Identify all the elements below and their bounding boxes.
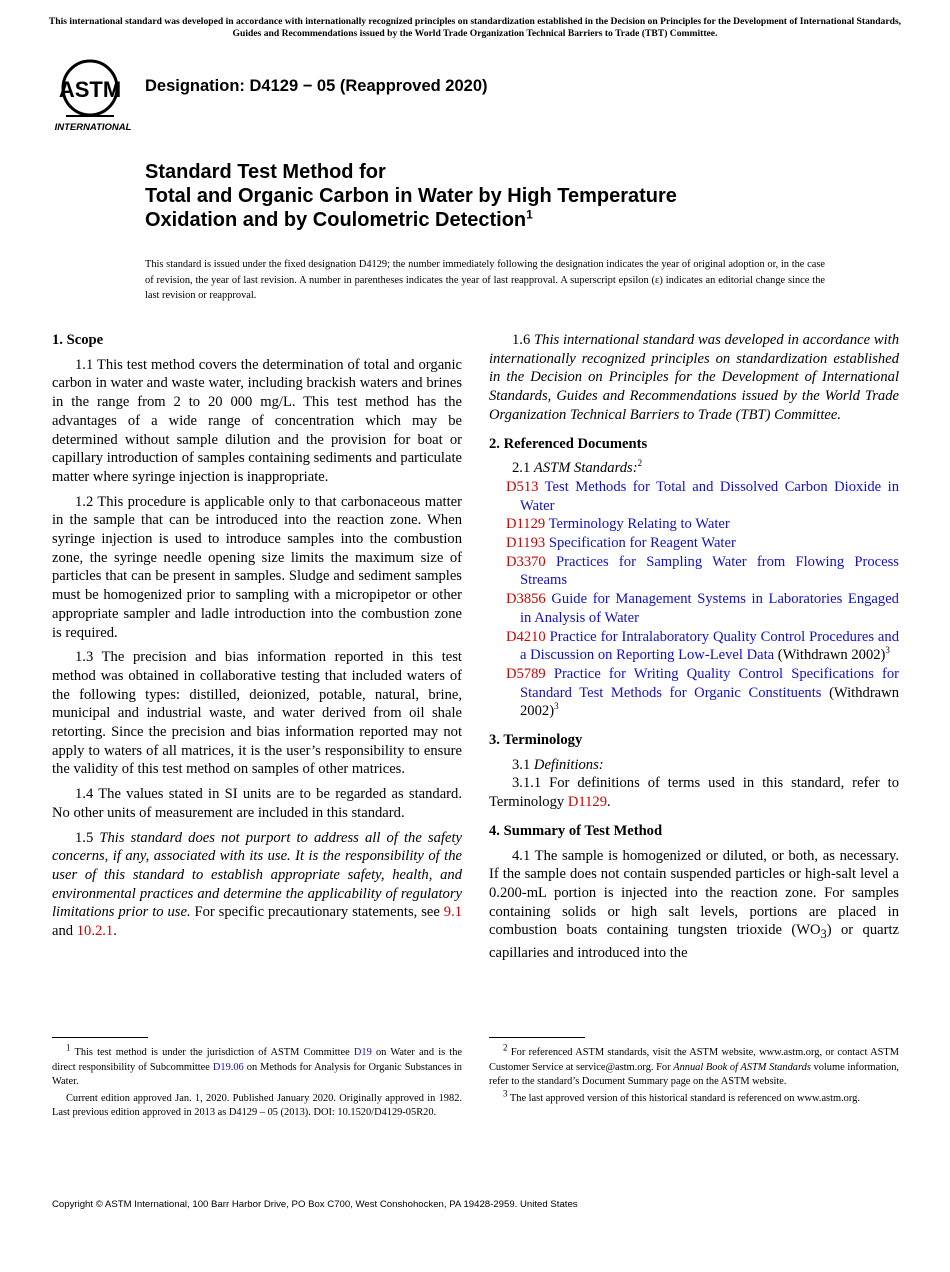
ref-sup-d5789: 3: [554, 701, 559, 712]
logo-international-text: INTERNATIONAL: [54, 122, 132, 133]
ref-sup-d4210: 3: [885, 645, 890, 656]
paragraph-1-4: 1.4 The values stated in SI units are to be regarded as standard. No other units of measurement are included in this standard.: [52, 786, 462, 821]
link-d19[interactable]: D19: [353, 1047, 372, 1058]
paragraph-1-2: 1.2 This procedure is applicable only to that carbonaceous matter in the sample that can be introduced into the reaction zone. When syringe injection is used to introduce samples into the combustion zone, the syringe needle opening size limits the maximum size of particles that can be present in samples. Sludge and sediment samples must be homogenized prior to sampling with a micropipetor or other appropriate sampler and ladle introduction into the combustion zone is required.: [52, 493, 462, 641]
copyright-line: Copyright © ASTM International, 100 Barr Harbor Drive, PO Box C700, West Conshohocken, PA 19428-2959. United States: [52, 1199, 578, 1210]
footnotes-right: [489, 1042, 899, 1108]
footnotes-left: [52, 1042, 462, 1123]
paragraph-2-1-label: ASTM Standards:: [533, 460, 638, 477]
paragraph-3-1-1-end: .: [607, 794, 611, 811]
paragraph-2-1: [489, 459, 899, 478]
logo-mark-text: ASTM: [58, 77, 122, 102]
title-line-3: [145, 208, 677, 232]
paragraph-1-5-number: 1.5: [75, 829, 94, 846]
ref-code-d1129[interactable]: D1129: [506, 516, 546, 533]
ref-code-d513[interactable]: D513: [506, 478, 539, 495]
title-line-2: Total and Organic Carbon in Water by High Temperature: [145, 185, 677, 207]
tbt-notice: This international standard was developed in accordance with internationally recognized principles on standardization established in the Decision on Principles for the Development of International Standards, Guides and Recommendations issued by the World Trade Organization Technical Barriers to Trade (TBT) Committee.: [48, 16, 902, 39]
title-line-1: Standard Test Method for: [145, 161, 386, 183]
ref-title-d3370[interactable]: Practices for Sampling Water from Flowing Process Streams: [520, 553, 899, 589]
section-1-heading: 1. Scope: [52, 332, 104, 348]
paragraph-1-6-italic: This international standard was developed in accordance with internationally recognized principles on standardization established in the Decision on Principles for the Development of International Standards, Guides and Recommendations issued by the World Trade Organization Technical Barriers to Trade (TBT) Committee.: [489, 332, 900, 423]
ref-title-d5789[interactable]: Practice for Writing Quality Control Specifications for Standard Test Methods for Organic Constituents: [520, 665, 899, 701]
ref-title-d513[interactable]: Test Methods for Total and Dissolved Carbon Dioxide in Water: [520, 478, 899, 514]
paragraph-3-1: [489, 756, 899, 775]
paragraph-1-5-tail: For specific precautionary statements, see: [194, 904, 440, 921]
reference-item-d3370: [489, 553, 899, 590]
link-d1129[interactable]: D1129: [567, 794, 608, 811]
ref-code-d3370[interactable]: D3370: [506, 553, 546, 570]
section-3-heading: 3. Terminology: [489, 732, 583, 749]
footnote-2-italic: Annual Book of ASTM Standards: [673, 1061, 811, 1073]
footnote-1-mark: 1: [66, 1042, 71, 1053]
link-section-9-1[interactable]: 9.1: [443, 904, 463, 921]
footnote-1: [52, 1042, 462, 1090]
reference-item-d5789: [489, 665, 899, 721]
paragraph-1-5: 1.5 This standard does not purport to address all of the safety concerns, if any, associated with its use. It is the responsibility of the user of this standard to establish appropriate safety, health, and environmental practices and determine the applicability of regulatory limitations prior to use. For specific precautionary statements, see 9.1 and 10.2.1.: [52, 829, 463, 940]
footnote-2-mark: 2: [503, 1042, 508, 1053]
paragraph-4-1-text-b: ) or quartz capillaries and introduced into the: [489, 922, 899, 961]
ref-code-d4210[interactable]: D4210: [506, 628, 546, 645]
ref-code-d5789[interactable]: D5789: [506, 665, 546, 682]
ref-code-d1193[interactable]: D1193: [506, 535, 546, 552]
right-column: [489, 331, 899, 969]
footnote-1-text-a: This test method is under the jurisdiction of ASTM Committee: [74, 1047, 350, 1058]
section-4-heading: 4. Summary of Test Method: [489, 822, 663, 839]
issuance-note: This standard is issued under the fixed designation D4129; the number immediately following the designation indicates the year of original adoption or, in the case of revision, the year of last revision. A number in parentheses indicates the year of last reapproval. A superscript epsilon (ε) indicates an editorial change since the last revision or reapproval.: [145, 259, 825, 301]
astm-logo: [52, 58, 134, 134]
footnote-2-text-b: volume information, refer to the standard’s Document Summary page on the ASTM website.: [489, 1061, 899, 1087]
reference-item-d1193: [489, 534, 899, 553]
paragraph-1-6-number: 1.6: [512, 332, 531, 348]
reference-item-d1129: [489, 515, 899, 534]
left-column: [52, 331, 462, 947]
paragraph-3-1-label: Definitions:: [533, 756, 604, 773]
footnote-rule-right: [489, 1037, 585, 1038]
footnote-3-mark: 3: [503, 1088, 508, 1099]
paragraph-2-1-number: 2.1: [512, 460, 531, 477]
paragraph-3-1-number: 3.1: [512, 756, 531, 773]
link-section-10-2-1[interactable]: 10.2.1: [76, 923, 114, 940]
ref-title-d1129[interactable]: Terminology Relating to Water: [548, 516, 730, 533]
designation: Designation: D4129 − 05 (Reapproved 2020): [145, 77, 488, 95]
ref-title-d1193[interactable]: Specification for Reagent Water: [548, 535, 736, 552]
footnote-1-text-c: on Methods for Analysis for Organic Substances in Water.: [52, 1061, 462, 1087]
paragraph-1-5-italic: This standard does not purport to address all of the safety concerns, if any, associated with its use. It is the responsibility of the user of this standard to establish appropriate safety, health, and environmental practices and determine the applicability of regulatory limitations prior to use.: [52, 829, 462, 921]
reference-item-d3856: [489, 590, 899, 627]
ref-withdrawn-d4210: (Withdrawn 2002): [777, 647, 886, 664]
ref-withdrawn-d5789: (Withdrawn 2002): [520, 684, 899, 720]
paragraph-1-1: 1.1 This test method covers the determination of total and organic carbon in water and waste water, including brackish waters and brines in the range from 2 to 20 000 mg/L. This test method has the advantages of a wide range of concentration which may be determined without sample dilution and the provision for boat or capillary introduction of samples containing sediments and particulate matter where syringe injection is inappropriate.: [52, 356, 462, 485]
page-title: [145, 160, 677, 232]
title-line-3-text: Oxidation and by Coulometric Detection: [145, 209, 527, 231]
paragraph-1-6: [489, 331, 899, 425]
footnote-3-text: The last approved version of this historical standard is referenced on www.astm.org.: [509, 1092, 860, 1104]
footnote-2-text-a: For referenced ASTM standards, visit the ASTM website, www.astm.org, or contact ASTM Customer Service at service@astm.org. For: [489, 1047, 899, 1073]
footnote-rule-left: [52, 1037, 148, 1038]
footnote-2: [489, 1042, 899, 1090]
ref-code-d3856[interactable]: D3856: [506, 591, 546, 608]
paragraph-4-1-text-a: 4.1 The sample is homogenized or diluted, or both, as necessary. If the sample does not contain suspended particles or high-salt level a 0.200-mL portion is injected into the reaction zone. For samples containing solids or high salt levels, portions are placed in combustion boats containing tungsten trioxide (WO: [489, 847, 899, 939]
title-footnote-mark: 1: [526, 207, 533, 222]
paragraph-4-1: [489, 847, 899, 963]
paragraph-2-1-sup: 2: [637, 458, 643, 469]
paragraph-1-5-and: and: [52, 923, 74, 940]
paragraph-1-3: 1.3 The precision and bias information reported in this test method was obtained in collaborative testing that included waters of the following types: distilled, deionized, potable, natural, brine, municipal and industrial waste, and water derived from oil shale retorting. Since the precision and bias information reported may not apply to waters of all matrices, it is the user’s responsibility to ensure the validity of this test method on samples of other matrices.: [52, 649, 462, 778]
section-2-heading: 2. Referenced Documents: [489, 435, 648, 452]
ref-title-d4210[interactable]: Practice for Intralaboratory Quality Control Procedures and a Discussion on Reporting Low-Level Data: [520, 628, 899, 664]
link-d19-06[interactable]: D19.06: [212, 1061, 244, 1073]
paragraph-4-1-subscript: 3: [820, 927, 827, 942]
reference-item-d513: [489, 478, 899, 515]
footnote-1-text-b: on Water and is the direct responsibility of Subcommittee: [52, 1047, 462, 1073]
paragraph-3-1-1: [489, 774, 899, 811]
ref-title-d3856[interactable]: Guide for Management Systems in Laboratories Engaged in Analysis of Water: [520, 591, 899, 626]
footnote-3: [489, 1088, 899, 1107]
reference-item-d4210: [489, 628, 899, 665]
footnote-1-edition: Current edition approved Jan. 1, 2020. Published January 2020. Originally approved in 1982. Last previous edition approved in 2013 as D4129 – 05 (2013). DOI: 10.1520/D4129-05R20.: [52, 1092, 462, 1118]
paragraph-3-1-1-text: 3.1.1 For definitions of terms used in this standard, refer to Terminology: [489, 775, 899, 811]
